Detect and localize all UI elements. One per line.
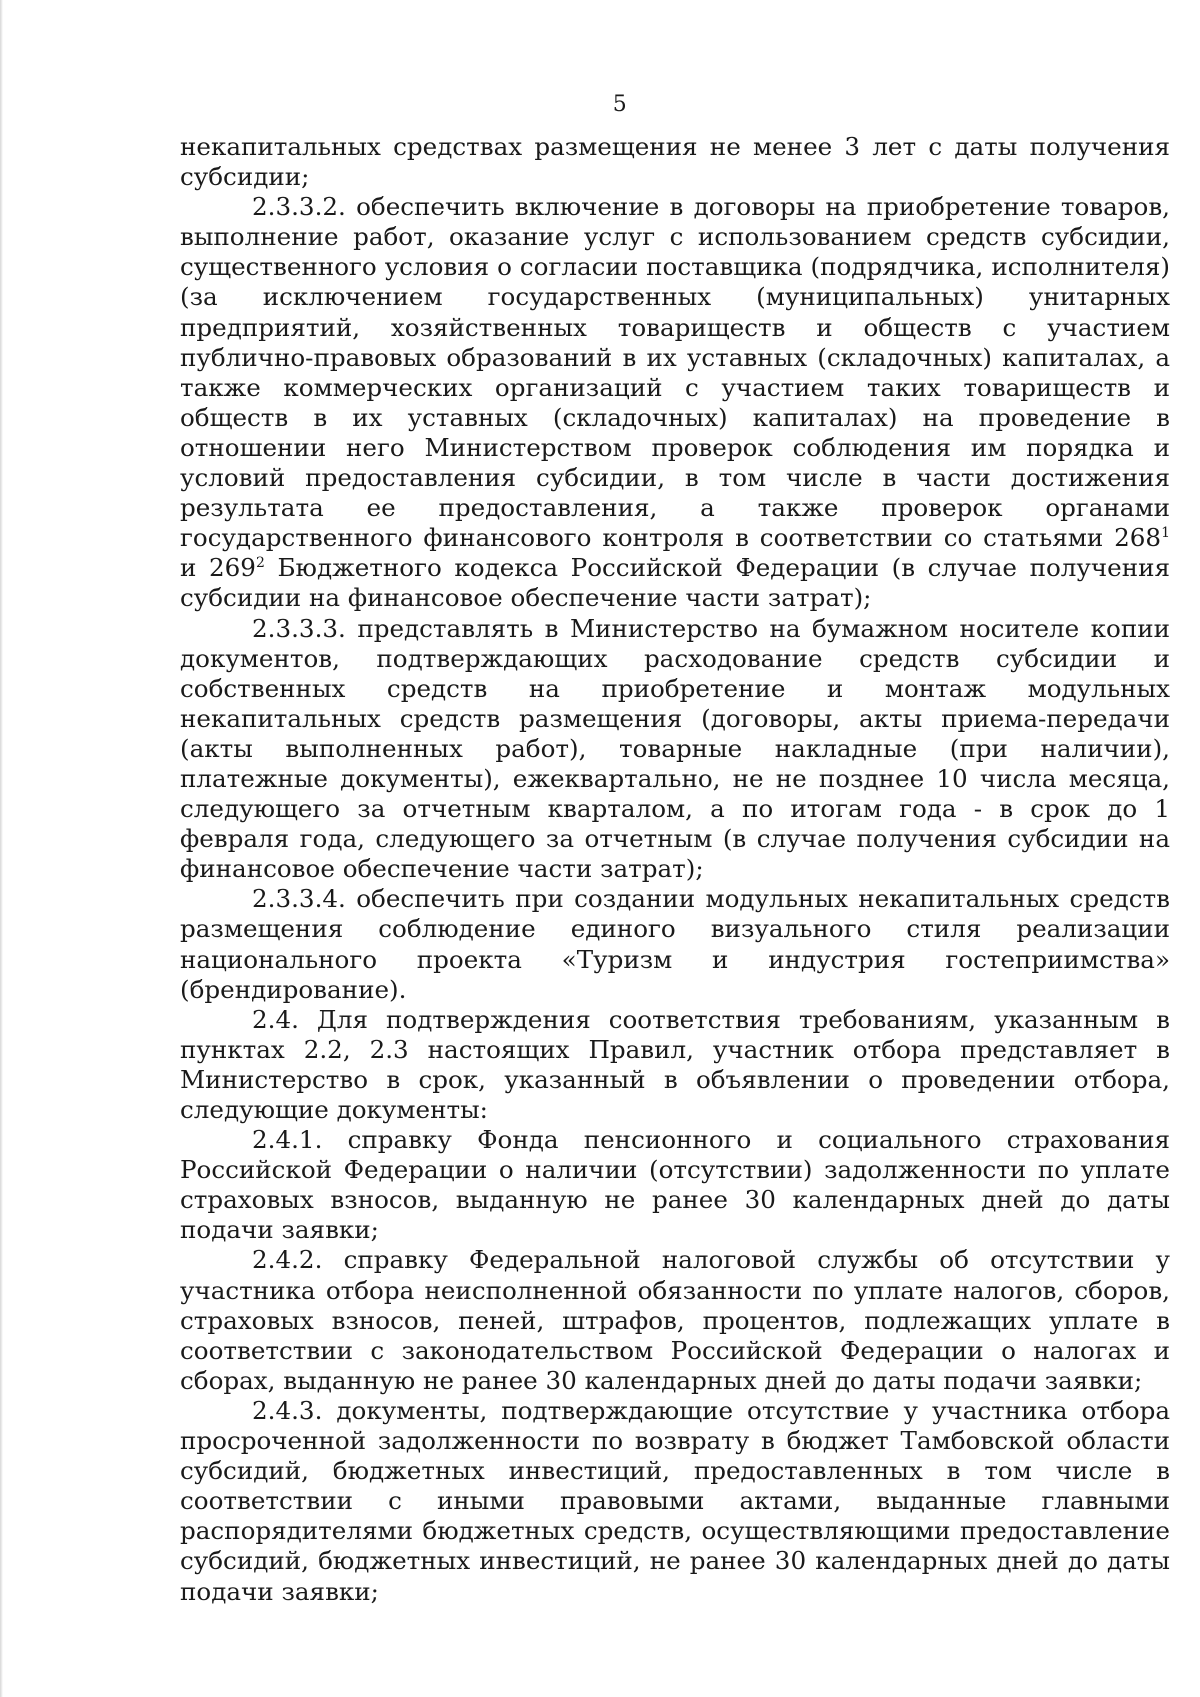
paragraph-text: и 269 [180, 553, 256, 583]
paragraph-text: 2.3.3.2. обеспечить включение в договоры на приобретение товаров, выполнение работ, оказание услуг с использованием средств субсидии, существенного условия о согласии поставщика (подрядчика, исполнителя) (за исключением государственных (муниципальных) унитарных предприятий, хозяйственных товариществ и обществ с участием публично-правовых образований в их уставных (складочных) капиталах, а также коммерческих организаций с участием таких товариществ и обществ в их уставных (складочных) капиталах) на проведение в отношении него Министерством проверок соблюдения им порядка и условий предоставления субсидии, в том числе в части достижения результата ее предоставления, а также проверок органами государственного финансового контроля в соответствии со статьями 268 [180, 192, 1170, 553]
paragraph-continuation: некапитальных средствах размещения не менее 3 лет с даты получения субсидии; [180, 132, 1170, 192]
superscript: 1 [1161, 525, 1170, 542]
paragraph-2-3-3-2 [180, 192, 1170, 613]
paragraph-2-4: 2.4. Для подтверждения соответствия требованиям, указанным в пунктах 2.2, 2.3 настоящих Правил, участник отбора представляет в Министерство в срок, указанный в объявлении о проведении отбора, следующие документы: [180, 1004, 1170, 1124]
paragraph-2-3-3-4: 2.3.3.4. обеспечить при создании модульных некапитальных средств размещения соблюдение единого визуального стиля реализации национального проекта «Туризм и индустрия гостеприимства» (брендирование). [180, 884, 1170, 1004]
superscript: 2 [255, 555, 265, 572]
scan-edge-shadow [0, 0, 3, 1697]
paragraph-2-4-1: 2.4.1. справку Фонда пенсионного и социального страхования Российской Федерации о наличии (отсутствии) задолженности по уплате страховых взносов, выданную не ранее 30 календарных дней до даты подачи заявки; [180, 1125, 1170, 1245]
document-body [180, 132, 1170, 1607]
paragraph-2-4-3: 2.4.3. документы, подтверждающие отсутствие у участника отбора просроченной задолженности по возврату в бюджет Тамбовской области субсидий, бюджетных инвестиций, предоставленных в том числе в соответствии с иными правовыми актами, выданные главными распорядителями бюджетных средств, осуществляющими предоставление субсидий, бюджетных инвестиций, не ранее 30 календарных дней до даты подачи заявки; [180, 1395, 1170, 1606]
paragraph-2-4-2: 2.4.2. справку Федеральной налоговой службы об отсутствии у участника отбора неисполненной обязанности по уплате налогов, сборов, страховых взносов, пеней, штрафов, процентов, подлежащих уплате в соответствии с законодательством Российской Федерации о налогах и сборах, выданную не ранее 30 календарных дней до даты подачи заявки; [180, 1245, 1170, 1395]
page-number: 5 [612, 92, 628, 117]
paragraph-text: Бюджетного кодекса Российской Федерации (в случае получения субсидии на финансовое обеспечение части затрат); [180, 553, 1170, 613]
paragraph-2-3-3-3: 2.3.3.3. представлять в Министерство на бумажном носителе копии документов, подтверждающих расходование средств субсидии и собственных средств на приобретение и монтаж модульных некапитальных средств размещения (договоры, акты приема-передачи (акты выполненных работ), товарные накладные (при наличии), платежные документы), ежеквартально, не не позднее 10 числа месяца, следующего за отчетным кварталом, а по итогам года - в срок до 1 февраля года, следующего за отчетным (в случае получения субсидии на финансовое обеспечение части затрат); [180, 613, 1170, 884]
